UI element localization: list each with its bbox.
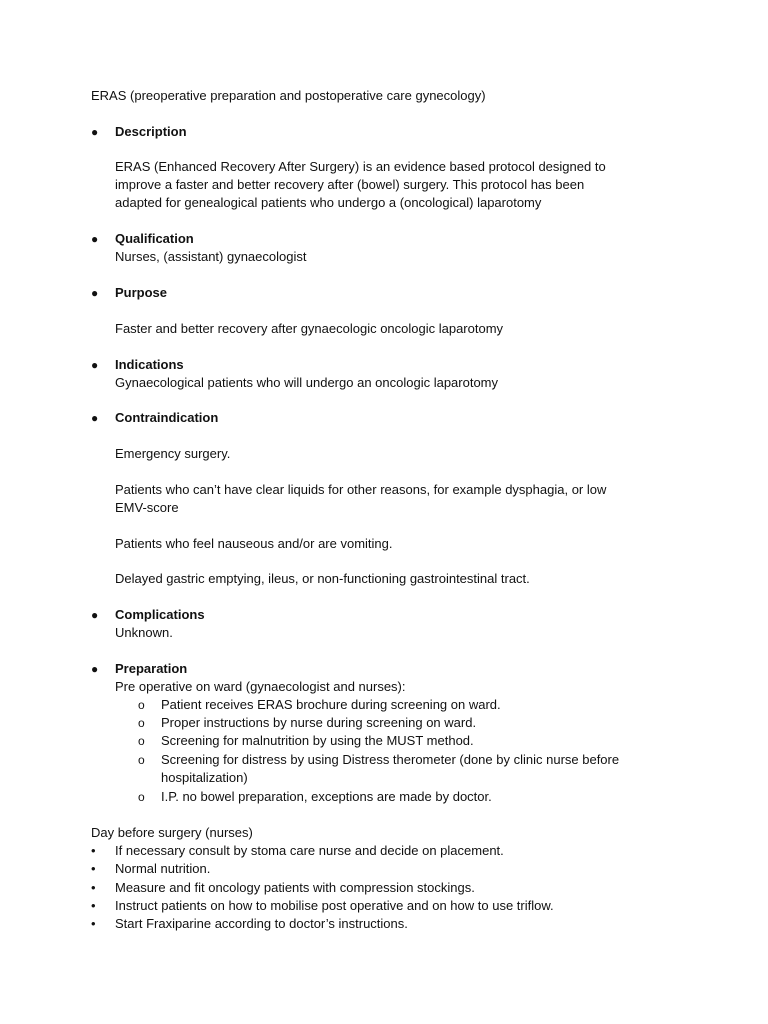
sub-bullet-icon: o — [138, 716, 145, 730]
description-line-3: adapted for genealogical patients who undergo a (oncological) laparotomy — [115, 195, 542, 210]
heading-preparation: Preparation — [115, 661, 188, 676]
complications-text: Unknown. — [115, 625, 173, 640]
heading-qualification: Qualification — [115, 231, 194, 246]
heading-purpose: Purpose — [115, 285, 168, 300]
heading-description: Description — [115, 124, 187, 139]
preparation-item-3: Screening for malnutrition by using the MUST method. — [161, 733, 474, 748]
contraindication-p1: Emergency surgery. — [115, 446, 231, 461]
indications-text: Gynaecological patients who will undergo an oncologic laparotomy — [115, 375, 499, 390]
description-line-1: ERAS (Enhanced Recovery After Surgery) is an evidence based protocol designed to — [115, 159, 606, 174]
preparation-item-5: I.P. no bowel preparation, exceptions are made by doctor. — [161, 789, 492, 804]
preparation-item-1: Patient receives ERAS brochure during screening on ward. — [161, 697, 501, 712]
bullet-icon: • — [91, 898, 96, 913]
bullet-icon: ● — [91, 608, 99, 622]
preparation-item-2: Proper instructions by nurse during screening on ward. — [161, 715, 477, 730]
bullet-icon: ● — [91, 286, 99, 300]
bullet-icon: ● — [91, 358, 99, 372]
bullet-icon: • — [91, 843, 96, 858]
day-before-item-4: Instruct patients on how to mobilise post operative and on how to use triflow. — [115, 898, 554, 913]
heading-contraindication: Contraindication — [115, 410, 219, 425]
sub-bullet-icon: o — [138, 734, 145, 748]
day-before-item-1: If necessary consult by stoma care nurse and decide on placement. — [115, 843, 504, 858]
day-before-item-2: Normal nutrition. — [115, 861, 211, 876]
sub-bullet-icon: o — [138, 790, 145, 804]
bullet-icon: • — [91, 916, 96, 931]
day-before-item-3: Measure and fit oncology patients with compression stockings. — [115, 880, 475, 895]
bullet-icon: • — [91, 861, 96, 876]
bullet-icon: ● — [91, 125, 99, 139]
heading-indications: Indications — [115, 357, 184, 372]
heading-complications: Complications — [115, 607, 205, 622]
contraindication-p4: Delayed gastric emptying, ileus, or non-functioning gastrointestinal tract. — [115, 571, 530, 586]
preparation-intro: Pre operative on ward (gynaecologist and nurses): — [115, 679, 406, 694]
bullet-icon: ● — [91, 232, 99, 246]
preparation-item-4: Screening for distress by using Distress therometer (done by clinic nurse before — [161, 752, 620, 767]
bullet-icon: ● — [91, 662, 99, 676]
contraindication-p2-line1: Patients who can’t have clear liquids for other reasons, for example dysphagia, or low — [115, 482, 607, 497]
description-line-2: improve a faster and better recovery after (bowel) surgery. This protocol has been — [115, 177, 585, 192]
document-title: ERAS (preoperative preparation and postoperative care gynecology) — [91, 88, 486, 103]
sub-bullet-icon: o — [138, 753, 145, 767]
contraindication-p3: Patients who feel nauseous and/or are vomiting. — [115, 536, 393, 551]
purpose-text: Faster and better recovery after gynaecologic oncologic laparotomy — [115, 321, 504, 336]
bullet-icon: ● — [91, 411, 99, 425]
day-before-item-5: Start Fraxiparine according to doctor’s instructions. — [115, 916, 408, 931]
sub-bullet-icon: o — [138, 698, 145, 712]
preparation-item-4-cont: hospitalization) — [161, 770, 248, 785]
contraindication-p2-line2: EMV-score — [115, 500, 179, 515]
day-before-heading: Day before surgery (nurses) — [91, 825, 253, 840]
qualification-text: Nurses, (assistant) gynaecologist — [115, 249, 307, 264]
bullet-icon: • — [91, 880, 96, 895]
